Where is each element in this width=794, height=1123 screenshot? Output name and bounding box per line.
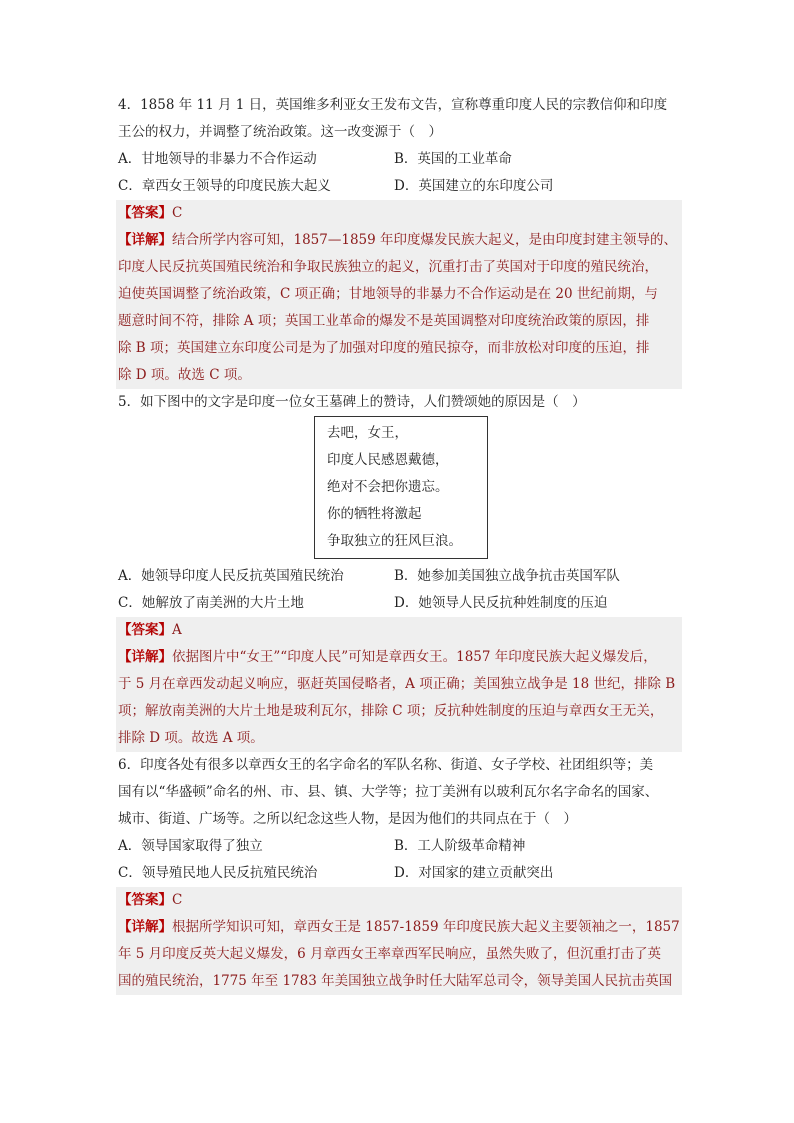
detail-text: 结合所学内容可知，1857—1859 年印度爆发民族大起义，是由印度封建主领导的、 xyxy=(172,232,678,248)
answer-tag: 【答案】 xyxy=(118,622,172,638)
options-row xyxy=(118,173,678,200)
answer-tag: 【答案】 xyxy=(118,892,172,908)
detail-line: 题意时间不符，排除 A 项；英国工业革命的爆发不是英国调整对印度统治政策的原因，排 xyxy=(118,313,650,329)
answer-tag: 【答案】 xyxy=(118,205,172,221)
poem-box xyxy=(314,416,488,559)
detail-line: 迫使英国调整了统治政策，C 项正确；甘地领导的非暴力不合作运动是在 20 世纪前期，与 xyxy=(118,286,658,302)
answer-block xyxy=(116,617,682,752)
poem-line: 争取独立的狂风巨浪。 xyxy=(327,533,462,549)
answer-line xyxy=(118,200,678,227)
options-row xyxy=(118,833,678,860)
option-d: D．她领导人民反抗种姓制度的压迫 xyxy=(394,595,608,611)
option-c: C．她解放了南美洲的大片土地 xyxy=(118,595,304,611)
detail-text: 依据图片中“女王”“印度人民”可知是章西女王。1857 年印度民族大起义爆发后， xyxy=(172,649,657,665)
question-stem-line: 4．1858 年 11 月 1 日，英国维多利亚女王发布文告，宣称尊重印度人民的宗教信仰和印度 xyxy=(118,97,668,113)
detail-line: 国的殖民统治，1775 年至 1783 年美国独立战争时任大陆军总司令，领导美国人民抗击英国 xyxy=(118,973,673,989)
answer-value: C xyxy=(172,892,183,908)
question-4 xyxy=(118,92,678,389)
option-a: A．领导国家取得了独立 xyxy=(118,838,263,854)
question-stem-line: 5．如下图中的文字是印度一位女王墓碑上的赞诗，人们赞颂她的原因是（ ） xyxy=(118,394,586,410)
answer-line xyxy=(118,617,678,644)
options-row xyxy=(118,146,678,173)
answer-value: C xyxy=(172,205,183,221)
detail-line: 除 D 项。故选 C 项。 xyxy=(118,367,251,383)
question-stem-line: 城市、街道、广场等。之所以纪念这些人物，是因为他们的共同点在于（ ） xyxy=(118,811,577,827)
option-b: B．她参加美国独立战争抗击英国军队 xyxy=(394,568,620,584)
detail-line: 除 B 项；英国建立东印度公司是为了加强对印度的殖民掠夺，而非放松对印度的压迫，排 xyxy=(118,340,650,356)
option-c: C．领导殖民地人民反抗殖民统治 xyxy=(118,865,318,881)
detail-text: 根据所学知识可知，章西女王是 1857-1859 年印度民族大起义主要领袖之一，1857 xyxy=(172,919,680,935)
question-stem-line: 国有以“华盛顿”命名的州、市、县、镇、大学等；拉丁美洲有以玻利瓦尔名字命名的国家、 xyxy=(118,784,659,800)
detail-line xyxy=(118,227,678,254)
detail-tag: 【详解】 xyxy=(118,919,172,935)
detail-tag: 【详解】 xyxy=(118,649,172,665)
answer-block xyxy=(116,887,682,995)
poem-line: 你的牺牲将激起 xyxy=(327,506,422,522)
question-stem-line: 王公的权力，并调整了统治政策。这一改变源于（ ） xyxy=(118,124,442,140)
detail-line: 于 5 月在章西发动起义响应，驱赶英国侵略者，A 项正确；美国独立战争是 18 世纪，排除 B xyxy=(118,676,676,692)
options-row xyxy=(118,590,678,617)
detail-line xyxy=(118,644,678,671)
detail-line: 印度人民反抗英国殖民统治和争取民族独立的起义，沉重打击了英国对于印度的殖民统治， xyxy=(118,259,658,275)
detail-line xyxy=(118,914,678,941)
poem-line: 印度人民感恩戴德， xyxy=(327,452,449,468)
detail-tag: 【详解】 xyxy=(118,232,172,248)
exam-page xyxy=(118,92,678,995)
option-b: B．英国的工业革命 xyxy=(394,151,512,167)
answer-block xyxy=(116,200,682,389)
poem-line: 绝对不会把你遗忘。 xyxy=(327,479,449,495)
question-stem-line: 6．印度各处有很多以章西女王的名字命名的军队名称、街道、女子学校、社团组织等；美 xyxy=(118,757,654,773)
answer-value: A xyxy=(172,622,182,638)
question-6 xyxy=(118,752,678,995)
options-row xyxy=(118,860,678,887)
option-d: D．英国建立的东印度公司 xyxy=(394,178,554,194)
answer-line xyxy=(118,887,678,914)
options-row xyxy=(118,563,678,590)
detail-line: 年 5 月印度反英大起义爆发，6 月章西女王率章西军民响应，虽然失败了，但沉重打击了英 xyxy=(118,946,662,962)
option-c: C．章西女王领导的印度民族大起义 xyxy=(118,178,331,194)
option-b: B．工人阶级革命精神 xyxy=(394,838,526,854)
option-a: A．甘地领导的非暴力不合作运动 xyxy=(118,151,317,167)
option-a: A．她领导印度人民反抗英国殖民统治 xyxy=(118,568,344,584)
poem-line: 去吧，女王， xyxy=(327,425,408,441)
question-5 xyxy=(118,389,678,752)
detail-line: 排除 D 项。故选 A 项。 xyxy=(118,730,264,746)
detail-line: 项；解放南美洲的大片土地是玻利瓦尔，排除 C 项；反抗种姓制度的压迫与章西女王无关， xyxy=(118,703,664,719)
option-d: D．对国家的建立贡献突出 xyxy=(394,865,554,881)
